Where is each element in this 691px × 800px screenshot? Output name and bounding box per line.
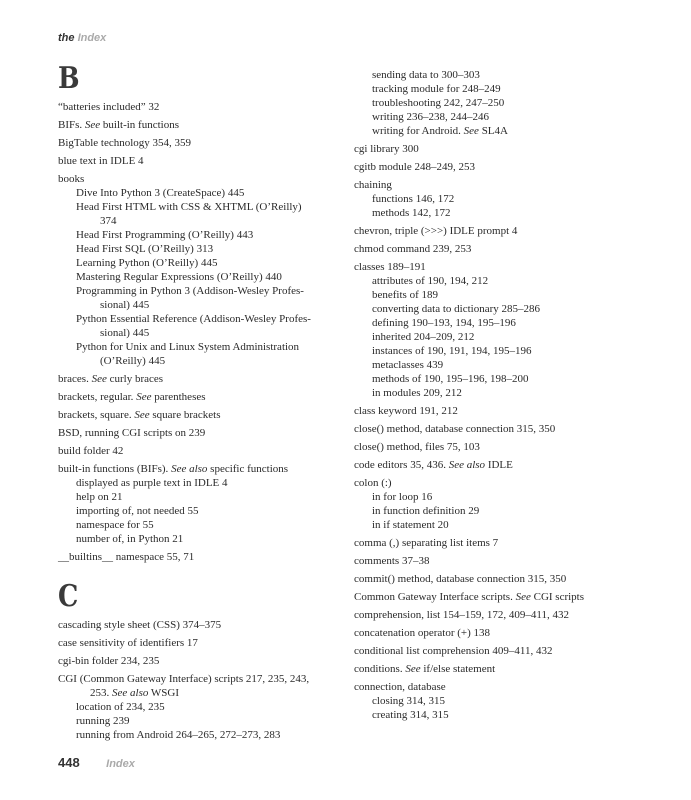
index-entry: close() method, database connection 315, 350: [354, 423, 556, 435]
index-entry-continued: 253. See also WSGI: [90, 687, 180, 699]
index-subentry: displayed as purple text in IDLE 4: [76, 477, 228, 489]
index-entry: case sensitivity of identifiers 17: [58, 637, 198, 649]
index-entry: built-in functions (BIFs). See also specific functions: [58, 463, 289, 475]
index-entry: conditions. See if/else statement: [354, 663, 496, 675]
index-subentry: troubleshooting 242, 247–250: [372, 97, 505, 109]
section-letter-b: B: [58, 61, 80, 96]
index-entry: cgi library 300: [354, 143, 419, 155]
index-entry: brackets, square. See square brackets: [58, 409, 221, 421]
index-entry: “batteries included” 32: [58, 101, 160, 113]
index-subentry: Python for Unix and Linux System Administration: [76, 341, 300, 353]
index-subentry: closing 314, 315: [372, 695, 446, 707]
index-subentry: defining 190–193, 194, 195–196: [372, 317, 516, 329]
page-footer: [58, 754, 135, 772]
index-column-left: [58, 62, 340, 742]
index-entry: BSD, running CGI scripts on 239: [58, 427, 206, 439]
index-subentry: in for loop 16: [372, 491, 433, 503]
index-entry: commit() method, database connection 315, 350: [354, 573, 567, 585]
index-subentry: writing 236–238, 244–246: [372, 111, 490, 123]
index-subentry: attributes of 190, 194, 212: [372, 275, 489, 287]
index-subentry: converting data to dictionary 285–286: [372, 303, 541, 315]
index-subentry: Learning Python (O’Reilly) 445: [76, 257, 218, 269]
index-subentry: sending data to 300–303: [372, 69, 480, 81]
index-subentry: namespace for 55: [76, 519, 154, 531]
index-subentry: instances of 190, 191, 194, 195–196: [372, 345, 532, 357]
index-subentry: creating 314, 315: [372, 709, 449, 721]
index-entry: Common Gateway Interface scripts. See CGI scripts: [354, 591, 585, 603]
index-subentry-continued: sional) 445: [100, 299, 150, 311]
index-entry: classes 189–191: [354, 261, 426, 273]
index-entry: chaining: [354, 179, 392, 191]
index-subentry: writing for Android. See SL4A: [372, 125, 508, 137]
footer-section-label: Index: [106, 758, 135, 770]
index-subentry: Mastering Regular Expressions (O’Reilly) 440: [76, 271, 282, 283]
index-subentry: running from Android 264–265, 272–273, 283: [76, 729, 281, 741]
section-letter-c: C: [58, 579, 79, 614]
index-subentry: in modules 209, 212: [372, 387, 462, 399]
index-subentry: methods of 190, 195–196, 198–200: [372, 373, 529, 385]
index-subentry: Head First HTML with CSS & XHTML (O’Reilly): [76, 201, 302, 213]
index-entry: brackets, regular. See parentheses: [58, 391, 206, 403]
index-subentry: Programming in Python 3 (Addison-Wesley Profes-: [76, 285, 304, 297]
index-subentry: functions 146, 172: [372, 193, 455, 205]
index-subentry: in function definition 29: [372, 505, 480, 517]
index-entry: __builtins__ namespace 55, 71: [58, 551, 195, 563]
index-subentry: Dive Into Python 3 (CreateSpace) 445: [76, 187, 245, 199]
index-subentry: location of 234, 235: [76, 701, 165, 713]
index-entry: chmod command 239, 253: [354, 243, 472, 255]
index-subentry: importing of, not needed 55: [76, 505, 199, 517]
index-subentry: help on 21: [76, 491, 123, 503]
index-entry: cgitb module 248–249, 253: [354, 161, 475, 173]
index-entry: comments 37–38: [354, 555, 430, 567]
index-entry: BigTable technology 354, 359: [58, 137, 192, 149]
index-entry: cgi-bin folder 234, 235: [58, 655, 160, 667]
index-entry: blue text in IDLE 4: [58, 155, 144, 167]
index-subentry-continued: 374: [100, 215, 117, 227]
index-subentry: running 239: [76, 715, 130, 727]
index-entry: comprehension, list 154–159, 172, 409–411, 432: [354, 609, 569, 621]
page-number: 448: [58, 755, 80, 770]
index-subentry: methods 142, 172: [372, 207, 451, 219]
index-entry: chevron, triple (>>>) IDLE prompt 4: [354, 225, 518, 237]
index-column-right: [354, 68, 644, 722]
header-index: Index: [77, 32, 107, 44]
index-subentry: number of, in Python 21: [76, 533, 184, 545]
index-subentry-continued: sional) 445: [100, 327, 150, 339]
index-subentry: tracking module for 248–249: [372, 83, 501, 95]
index-entry: cascading style sheet (CSS) 374–375: [58, 619, 222, 631]
index-subentry: inherited 204–209, 212: [372, 331, 475, 343]
index-entry: CGI (Common Gateway Interface) scripts 217, 235, 243,: [58, 673, 310, 685]
index-entry: comma (,) separating list items 7: [354, 537, 499, 549]
index-entry: braces. See curly braces: [58, 373, 164, 385]
index-subentry: Head First Programming (O’Reilly) 443: [76, 229, 254, 241]
index-entry: BIFs. See built-in functions: [58, 119, 179, 131]
running-header: [58, 32, 106, 44]
index-entry: books: [58, 173, 85, 185]
index-subentry: metaclasses 439: [372, 359, 444, 371]
index-entry: class keyword 191, 212: [354, 405, 458, 417]
index-subentry-continued: (O’Reilly) 445: [100, 355, 166, 367]
header-the: the: [58, 32, 75, 44]
index-entry: conditional list comprehension 409–411, 432: [354, 645, 553, 657]
index-entry: connection, database: [354, 681, 446, 693]
index-subentry: Python Essential Reference (Addison-Wesley Profes-: [76, 313, 311, 325]
index-subentry: Head First SQL (O’Reilly) 313: [76, 243, 214, 255]
index-subentry: in if statement 20: [372, 519, 449, 531]
index-subentry: benefits of 189: [372, 289, 438, 301]
index-entry: concatenation operator (+) 138: [354, 627, 491, 639]
index-entry: build folder 42: [58, 445, 124, 457]
index-entry: close() method, files 75, 103: [354, 441, 480, 453]
index-entry: code editors 35, 436. See also IDLE: [354, 459, 513, 471]
index-entry: colon (:): [354, 477, 392, 489]
